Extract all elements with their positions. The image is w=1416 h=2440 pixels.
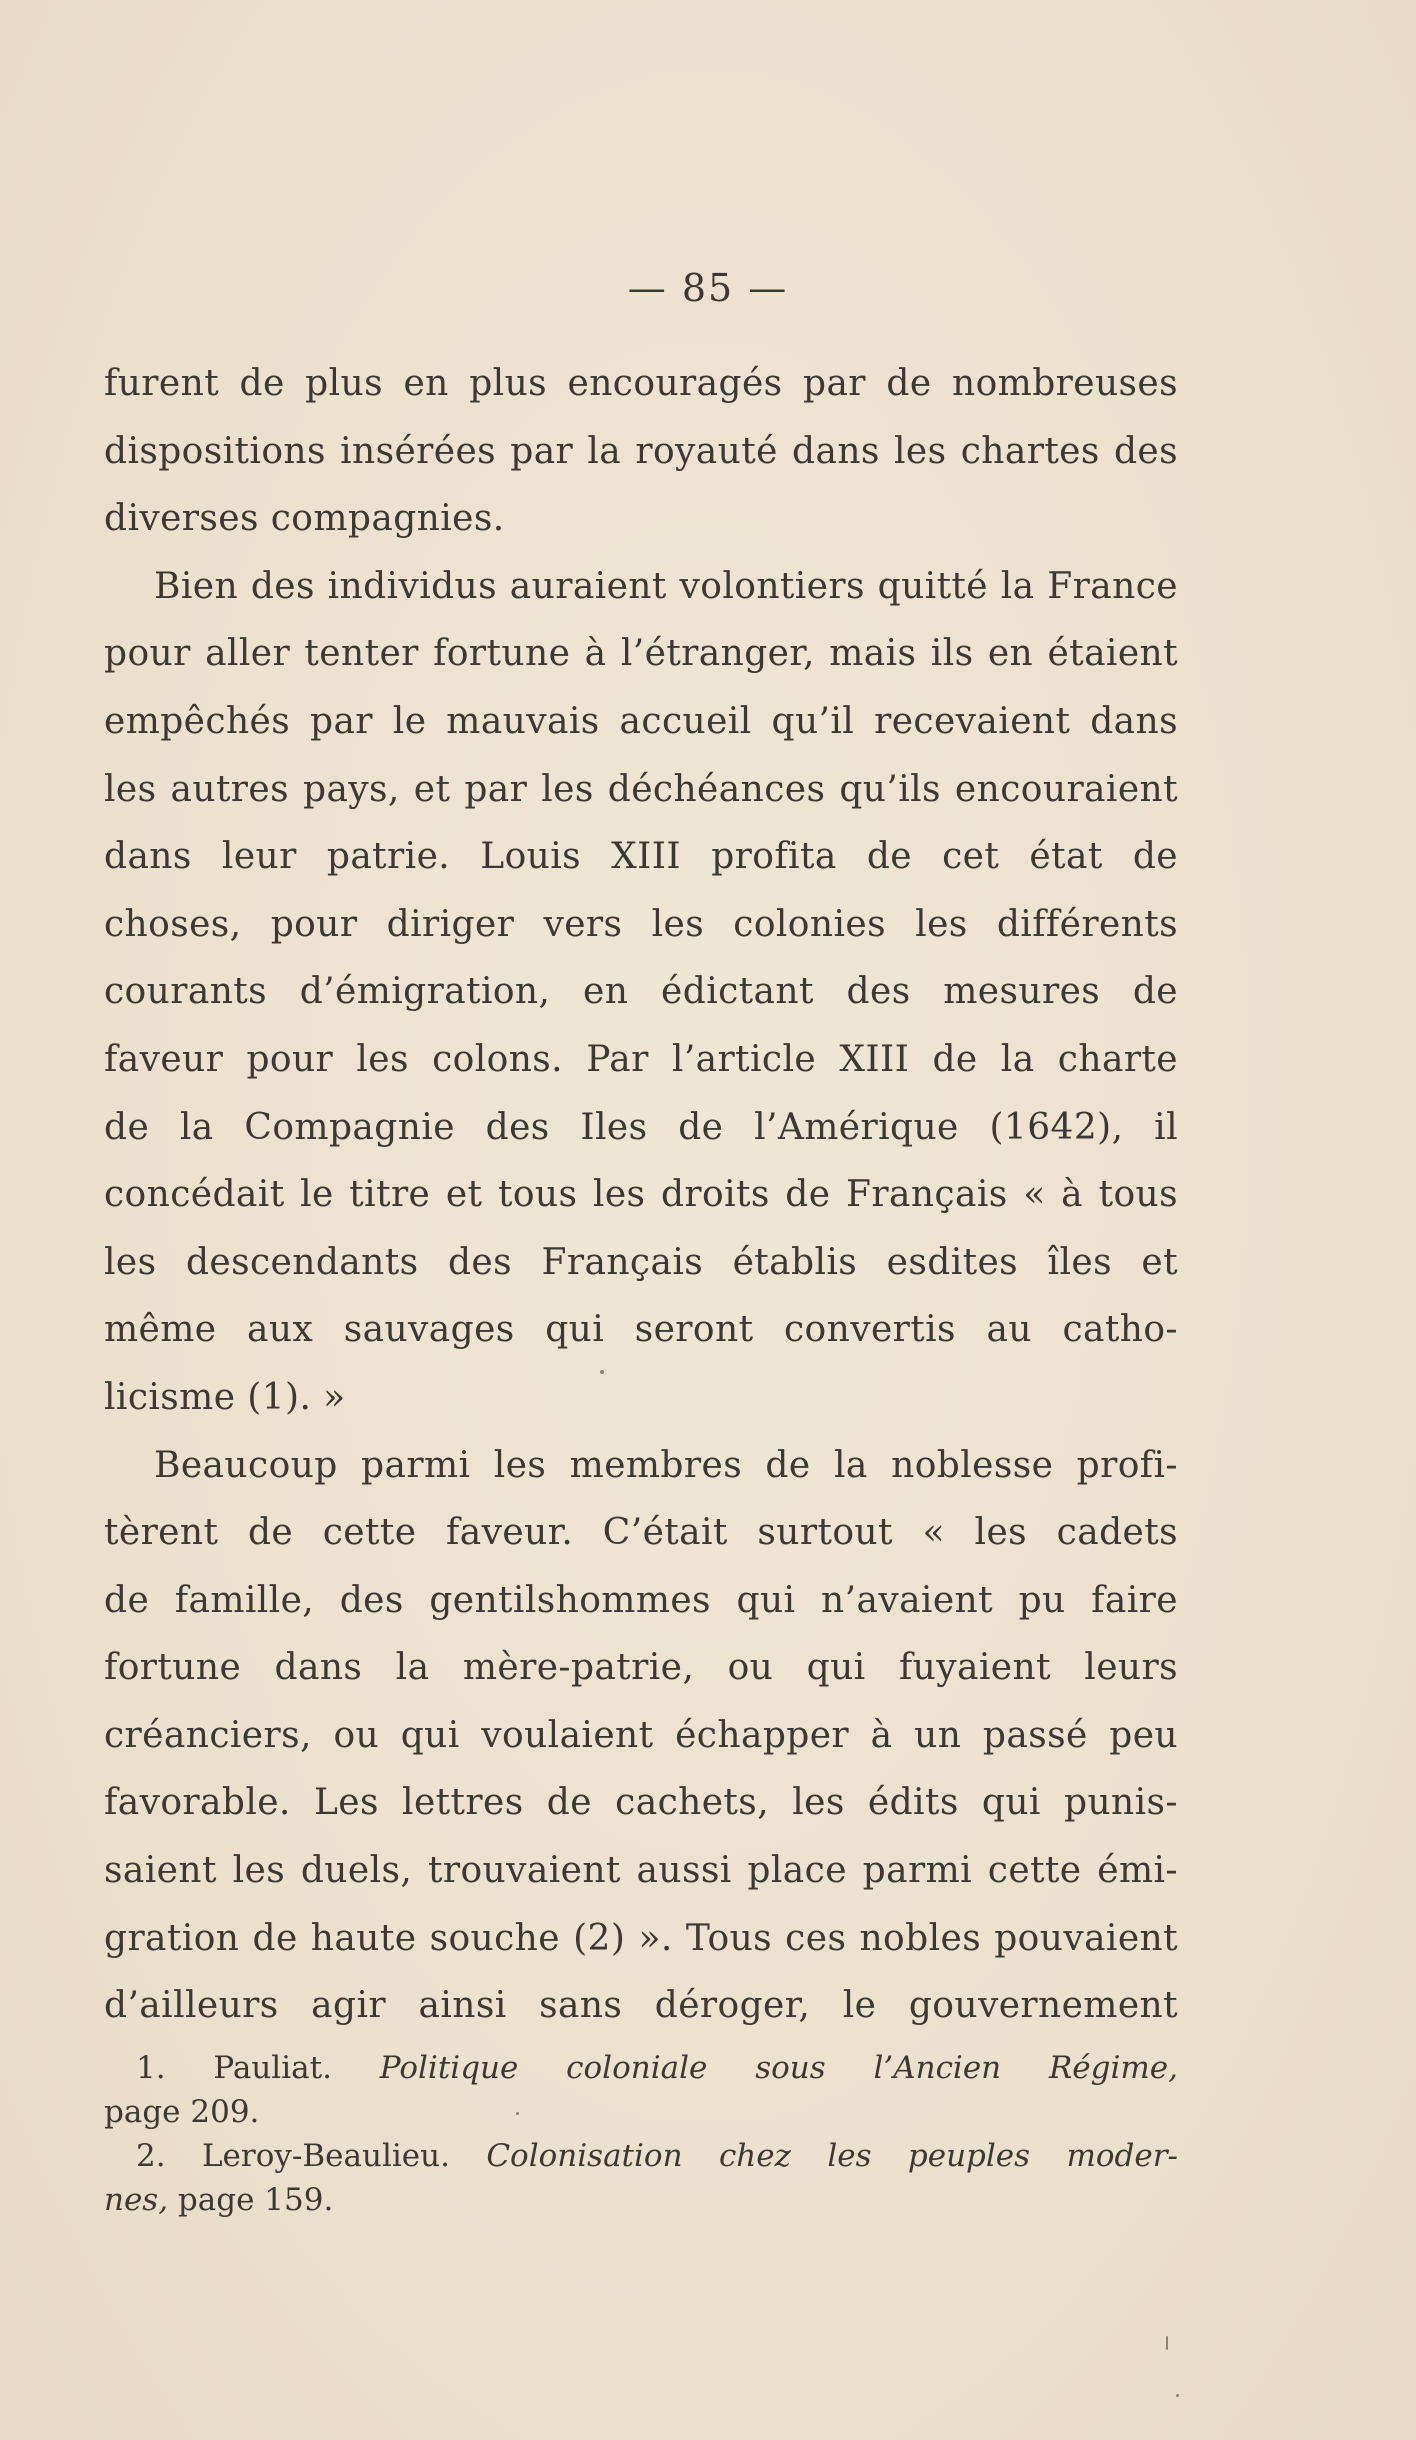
text-line: même aux sauvages qui seront convertis au catho- bbox=[104, 1309, 1178, 1351]
text-line: d’ailleurs agir ainsi sans déroger, le gouvernement bbox=[104, 1985, 1178, 2027]
text-line: diverses compagnies. bbox=[104, 498, 505, 540]
text-line: empêchés par le mauvais accueil qu’il recevaient dans bbox=[104, 700, 1178, 742]
text-line: furent de plus en plus encouragés par de nombreuses bbox=[104, 363, 1178, 404]
paper-speck bbox=[516, 2112, 519, 2115]
text-line: Bien des individus auraient volontiers quitté la France bbox=[154, 565, 1178, 607]
text-line: gration de haute souche (2) ». Tous ces nobles pouvaient bbox=[104, 1917, 1178, 1959]
paper-speck bbox=[600, 1370, 604, 1374]
footnotes bbox=[104, 2046, 1178, 2222]
footnote-2 bbox=[104, 2134, 1178, 2178]
text-line: de la Compagnie des Iles de l’Amérique (1642), il bbox=[104, 1106, 1178, 1148]
footnote-1 bbox=[104, 2046, 1178, 2090]
footnote-1-prefix: 1. Pauliat. bbox=[136, 2050, 380, 2086]
footnote-1-title: Politique coloniale sous l’Ancien Régime, bbox=[379, 2050, 1178, 2086]
text-line: choses, pour diriger vers les colonies les différents bbox=[104, 903, 1178, 945]
text-line: faveur pour les colons. Par l’article XIII de la charte bbox=[104, 1038, 1178, 1080]
text-line: fortune dans la mère-patrie, ou qui fuyaient leurs bbox=[104, 1647, 1178, 1689]
paper-speck bbox=[1166, 2336, 1168, 2350]
footnote-2-continuation bbox=[104, 2178, 1178, 2222]
text-line: licisme (1). » bbox=[104, 1376, 346, 1418]
footnote-2-prefix: 2. Leroy-Beaulieu. bbox=[136, 2138, 487, 2174]
footnote-2-title: Colonisation chez les peuples moder- bbox=[486, 2138, 1178, 2174]
text-line: concédait le titre et tous les droits de Français « à tous bbox=[104, 1174, 1178, 1216]
text-line: les descendants des Français établis esdites îles et bbox=[104, 1241, 1178, 1283]
paper-speck bbox=[1176, 2394, 1179, 2397]
text-line: dans leur patrie. Louis XIII profita de cet état de bbox=[104, 836, 1178, 878]
text-line: Beaucoup parmi les membres de la noblesse profi- bbox=[154, 1444, 1178, 1486]
text-line: dispositions insérées par la royauté dans les chartes des bbox=[104, 430, 1178, 472]
body-text bbox=[104, 350, 1178, 2040]
text-line: tèrent de cette faveur. C’était surtout « les cadets bbox=[104, 1512, 1178, 1554]
text-line: courants d’émigration, en édictant des mesures de bbox=[104, 971, 1178, 1013]
footnote-2-cont-italic: nes, bbox=[104, 2182, 169, 2218]
text-line: les autres pays, et par les déchéances qu’ils encouraient bbox=[104, 768, 1178, 810]
text-line: créanciers, ou qui voulaient échapper à un passé peu bbox=[104, 1714, 1178, 1756]
text-line: de famille, des gentilshommes qui n’avaient pu faire bbox=[104, 1579, 1178, 1621]
text-line: favorable. Les lettres de cachets, les édits qui punis- bbox=[104, 1782, 1178, 1824]
footnote-2-cont: page 159. bbox=[168, 2182, 334, 2218]
page-number: — 85 — bbox=[627, 266, 789, 310]
text-line: pour aller tenter fortune à l’étranger, mais ils en étaient bbox=[104, 633, 1178, 675]
text-line: saient les duels, trouvaient aussi place parmi cette émi- bbox=[104, 1850, 1178, 1892]
footnote-1-continuation: page 209. bbox=[104, 2094, 260, 2130]
